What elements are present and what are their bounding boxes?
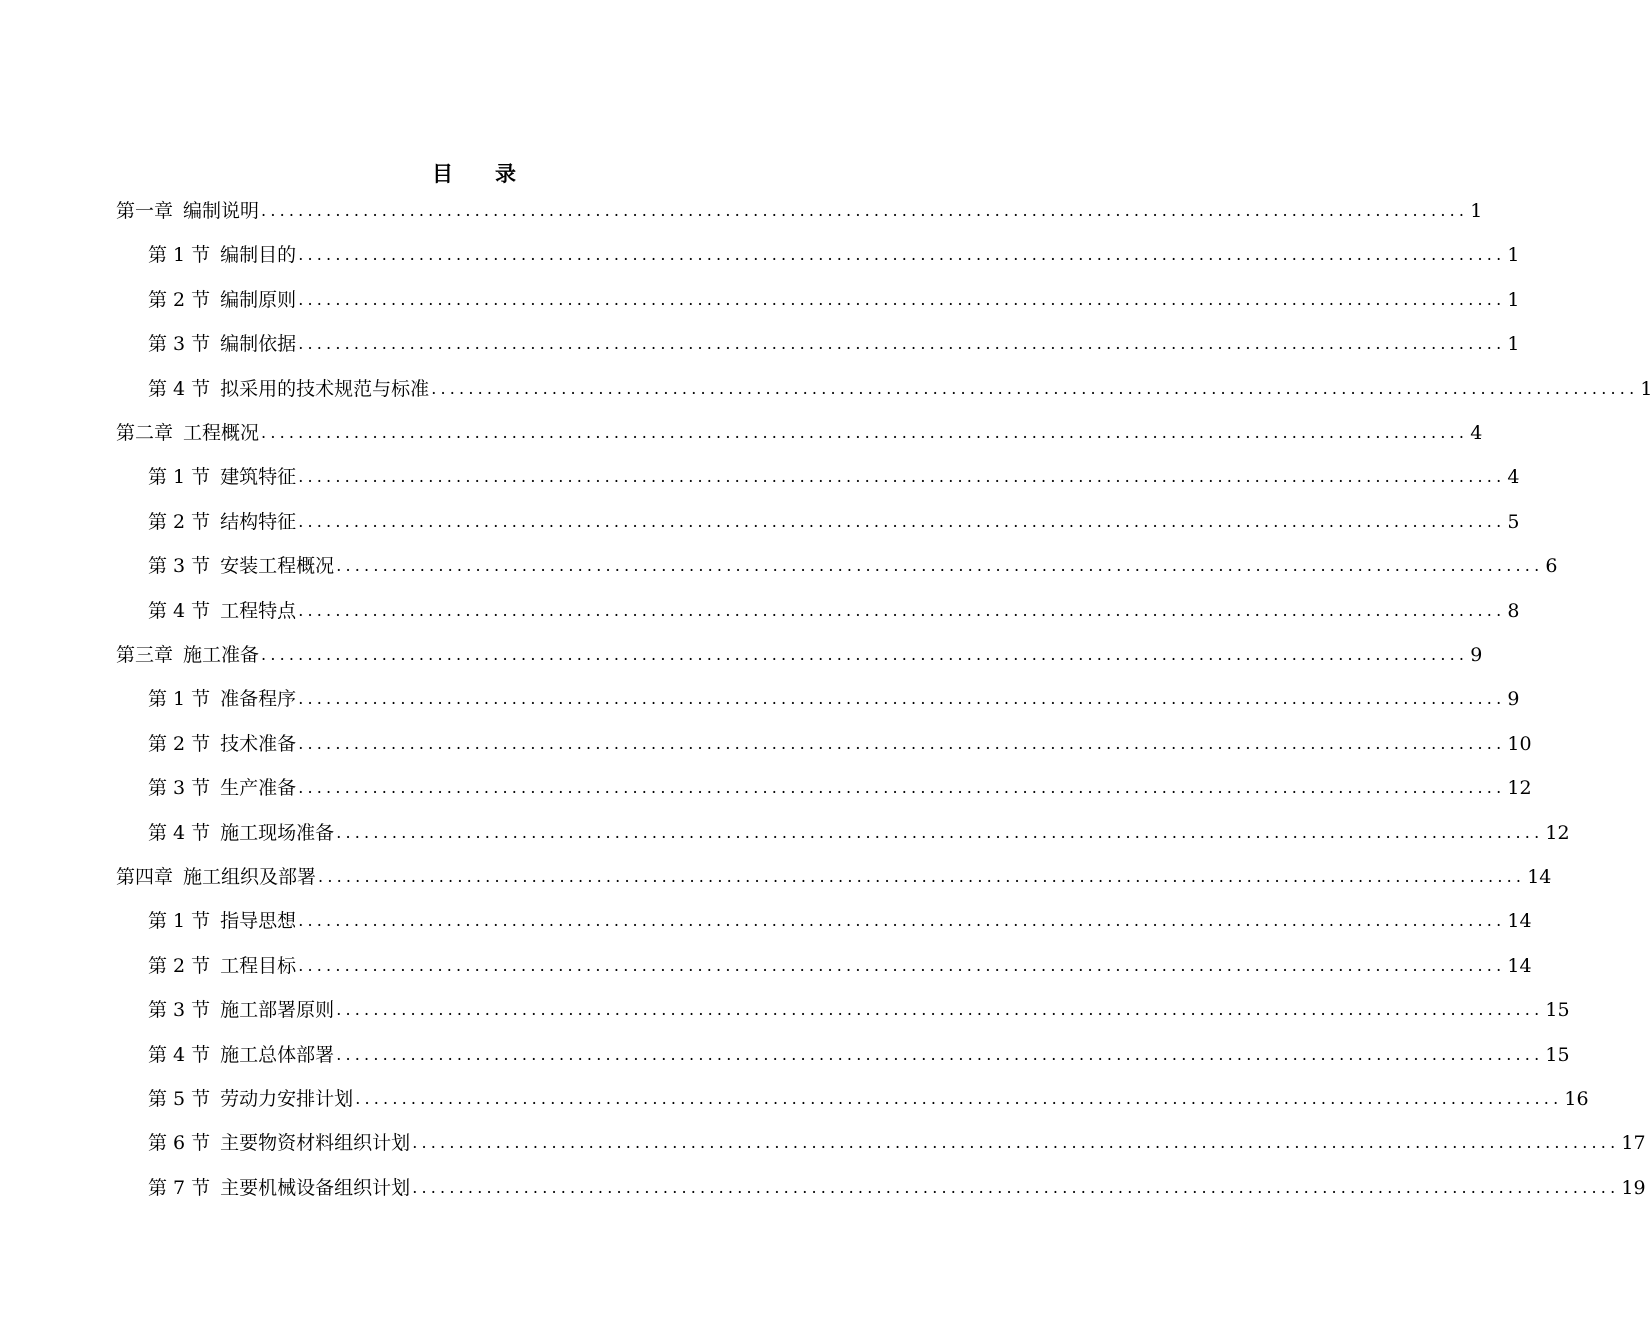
toc-entry-label: 第三章 bbox=[116, 644, 174, 666]
toc-dot-leader: .................................................................................................................................. bbox=[298, 778, 1506, 797]
toc-section-entry[interactable] bbox=[148, 818, 1570, 848]
toc-dot-leader: .................................................................................................................................. bbox=[412, 1178, 1620, 1197]
toc-entry-title: 结构特征 bbox=[220, 511, 297, 533]
toc-dot-leader: .................................................................................................................................. bbox=[261, 201, 1469, 220]
toc-dot-leader: .................................................................................................................................. bbox=[298, 290, 1506, 309]
toc-entry-title: 编制说明 bbox=[183, 200, 260, 222]
toc-entry-page-number: 10 bbox=[1507, 733, 1532, 755]
toc-entry-label: 第四章 bbox=[116, 866, 174, 888]
toc-dot-leader: .................................................................................................................................. bbox=[298, 911, 1506, 930]
toc-entry-page-number: 6 bbox=[1545, 555, 1558, 577]
toc-dot-leader: .................................................................................................................................. bbox=[336, 823, 1544, 842]
toc-entry-page-number: 1 bbox=[1507, 333, 1520, 355]
toc-entry-page-number: 8 bbox=[1507, 600, 1520, 622]
toc-dot-leader: .................................................................................................................................. bbox=[336, 1000, 1544, 1019]
toc-entry-page-number: 14 bbox=[1507, 910, 1532, 932]
toc-entry-page-number: 12 bbox=[1507, 777, 1532, 799]
toc-chapter-entry[interactable] bbox=[116, 862, 1552, 892]
toc-entry-title: 主要机械设备组织计划 bbox=[220, 1177, 411, 1199]
toc-section-entry[interactable] bbox=[148, 285, 1520, 315]
toc-entry-title: 指导思想 bbox=[220, 910, 297, 932]
toc-entry-label: 第 3 节 bbox=[148, 333, 211, 355]
toc-dot-leader: .................................................................................................................................. bbox=[355, 1089, 1563, 1108]
toc-entry-page-number: 9 bbox=[1470, 644, 1483, 666]
toc-entry-page-number: 14 bbox=[1527, 866, 1552, 888]
toc-entry-page-number: 4 bbox=[1470, 422, 1483, 444]
toc-section-entry[interactable] bbox=[148, 951, 1532, 981]
toc-dot-leader: .................................................................................................................................. bbox=[336, 556, 1544, 575]
toc-entry-title: 施工部署原则 bbox=[220, 999, 335, 1021]
toc-entry-page-number: 5 bbox=[1507, 511, 1520, 533]
toc-entry-page-number: 1 bbox=[1640, 378, 1652, 400]
toc-dot-leader: .................................................................................................................................. bbox=[261, 423, 1469, 442]
toc-section-entry[interactable] bbox=[148, 374, 1652, 404]
toc-section-entry[interactable] bbox=[148, 729, 1532, 759]
toc-entry-label: 第一章 bbox=[116, 200, 174, 222]
toc-entry-label: 第 4 节 bbox=[148, 822, 211, 844]
toc-entry-label: 第 2 节 bbox=[148, 511, 211, 533]
toc-entry-page-number: 4 bbox=[1507, 466, 1520, 488]
toc-chapter-entry[interactable] bbox=[116, 418, 1483, 448]
toc-entry-page-number: 1 bbox=[1507, 244, 1520, 266]
toc-dot-leader: .................................................................................................................................. bbox=[298, 245, 1506, 264]
toc-dot-leader: .................................................................................................................................. bbox=[298, 956, 1506, 975]
toc-dot-leader: .................................................................................................................................. bbox=[298, 512, 1506, 531]
toc-entry-label: 第 3 节 bbox=[148, 555, 211, 577]
toc-entry-title: 施工准备 bbox=[183, 644, 260, 666]
toc-entry-page-number: 17 bbox=[1621, 1132, 1646, 1154]
toc-entry-title: 施工组织及部署 bbox=[183, 866, 317, 888]
toc-section-entry[interactable] bbox=[148, 1040, 1570, 1070]
toc-entry-title: 准备程序 bbox=[220, 688, 297, 710]
toc-entry-label: 第 2 节 bbox=[148, 733, 211, 755]
toc-chapter-entry[interactable] bbox=[116, 196, 1483, 226]
toc-dot-leader: .................................................................................................................................. bbox=[412, 1133, 1620, 1152]
toc-section-entry[interactable] bbox=[148, 596, 1520, 626]
toc-entry-page-number: 15 bbox=[1545, 1044, 1570, 1066]
toc-entry-label: 第 6 节 bbox=[148, 1132, 211, 1154]
toc-dot-leader: .................................................................................................................................. bbox=[298, 601, 1506, 620]
toc-dot-leader: .................................................................................................................................. bbox=[298, 734, 1506, 753]
toc-entry-page-number: 1 bbox=[1470, 200, 1483, 222]
toc-dot-leader: .................................................................................................................................. bbox=[261, 645, 1469, 664]
toc-entry-label: 第 1 节 bbox=[148, 910, 211, 932]
toc-entry-label: 第 7 节 bbox=[148, 1177, 211, 1199]
toc-section-entry[interactable] bbox=[148, 329, 1520, 359]
toc-entry-page-number: 1 bbox=[1507, 289, 1520, 311]
toc-dot-leader: .................................................................................................................................. bbox=[298, 334, 1506, 353]
toc-entry-label: 第 1 节 bbox=[148, 244, 211, 266]
toc-entry-page-number: 14 bbox=[1507, 955, 1532, 977]
toc-section-entry[interactable] bbox=[148, 1084, 1589, 1114]
toc-entry-title: 施工总体部署 bbox=[220, 1044, 335, 1066]
toc-entry-label: 第 4 节 bbox=[148, 1044, 211, 1066]
toc-entry-title: 劳动力安排计划 bbox=[220, 1088, 354, 1110]
toc-entry-title: 工程特点 bbox=[220, 600, 297, 622]
toc-entry-title: 建筑特征 bbox=[220, 466, 297, 488]
toc-entry-title: 编制依据 bbox=[220, 333, 297, 355]
toc-entry-title: 安装工程概况 bbox=[220, 555, 335, 577]
toc-entry-label: 第 2 节 bbox=[148, 289, 211, 311]
toc-heading bbox=[0, 158, 950, 188]
toc-section-entry[interactable] bbox=[148, 462, 1520, 492]
toc-dot-leader: .................................................................................................................................. bbox=[336, 1045, 1544, 1064]
toc-entry-label: 第 1 节 bbox=[148, 688, 211, 710]
toc-section-entry[interactable] bbox=[148, 684, 1520, 714]
toc-entry-label: 第 1 节 bbox=[148, 466, 211, 488]
toc-entry-label: 第 2 节 bbox=[148, 955, 211, 977]
toc-entry-title: 技术准备 bbox=[220, 733, 297, 755]
toc-section-entry[interactable] bbox=[148, 906, 1532, 936]
toc-section-entry[interactable] bbox=[148, 240, 1520, 270]
toc-heading-left: 目 bbox=[432, 161, 455, 186]
toc-section-entry[interactable] bbox=[148, 1128, 1646, 1158]
toc-section-entry[interactable] bbox=[148, 507, 1520, 537]
toc-section-entry[interactable] bbox=[148, 773, 1532, 803]
toc-heading-right: 录 bbox=[495, 161, 518, 186]
toc-section-entry[interactable] bbox=[148, 551, 1558, 581]
toc-entry-page-number: 12 bbox=[1545, 822, 1570, 844]
toc-entry-label: 第 4 节 bbox=[148, 600, 211, 622]
toc-entry-page-number: 9 bbox=[1507, 688, 1520, 710]
toc-entry-page-number: 19 bbox=[1621, 1177, 1646, 1199]
toc-entry-title: 拟采用的技术规范与标准 bbox=[220, 378, 430, 400]
toc-chapter-entry[interactable] bbox=[116, 640, 1483, 670]
toc-section-entry[interactable] bbox=[148, 1173, 1646, 1203]
toc-entry-page-number: 15 bbox=[1545, 999, 1570, 1021]
toc-entry-label: 第 3 节 bbox=[148, 777, 211, 799]
toc-entry-title: 施工现场准备 bbox=[220, 822, 335, 844]
toc-entry-title: 主要物资材料组织计划 bbox=[220, 1132, 411, 1154]
toc-entry-title: 编制目的 bbox=[220, 244, 297, 266]
toc-dot-leader: .................................................................................................................................. bbox=[298, 689, 1506, 708]
toc-entry-title: 工程目标 bbox=[220, 955, 297, 977]
toc-dot-leader: .................................................................................................................................. bbox=[318, 867, 1526, 886]
toc-entry-title: 工程概况 bbox=[183, 422, 260, 444]
toc-entry-label: 第 4 节 bbox=[148, 378, 211, 400]
toc-section-entry[interactable] bbox=[148, 995, 1570, 1025]
toc-dot-leader: .................................................................................................................................. bbox=[431, 379, 1639, 398]
toc-entry-label: 第 3 节 bbox=[148, 999, 211, 1021]
toc-entry-page-number: 16 bbox=[1564, 1088, 1589, 1110]
toc-entry-label: 第 5 节 bbox=[148, 1088, 211, 1110]
toc-entry-title: 编制原则 bbox=[220, 289, 297, 311]
toc-entry-label: 第二章 bbox=[116, 422, 174, 444]
toc-dot-leader: .................................................................................................................................. bbox=[298, 467, 1506, 486]
toc-entry-title: 生产准备 bbox=[220, 777, 297, 799]
